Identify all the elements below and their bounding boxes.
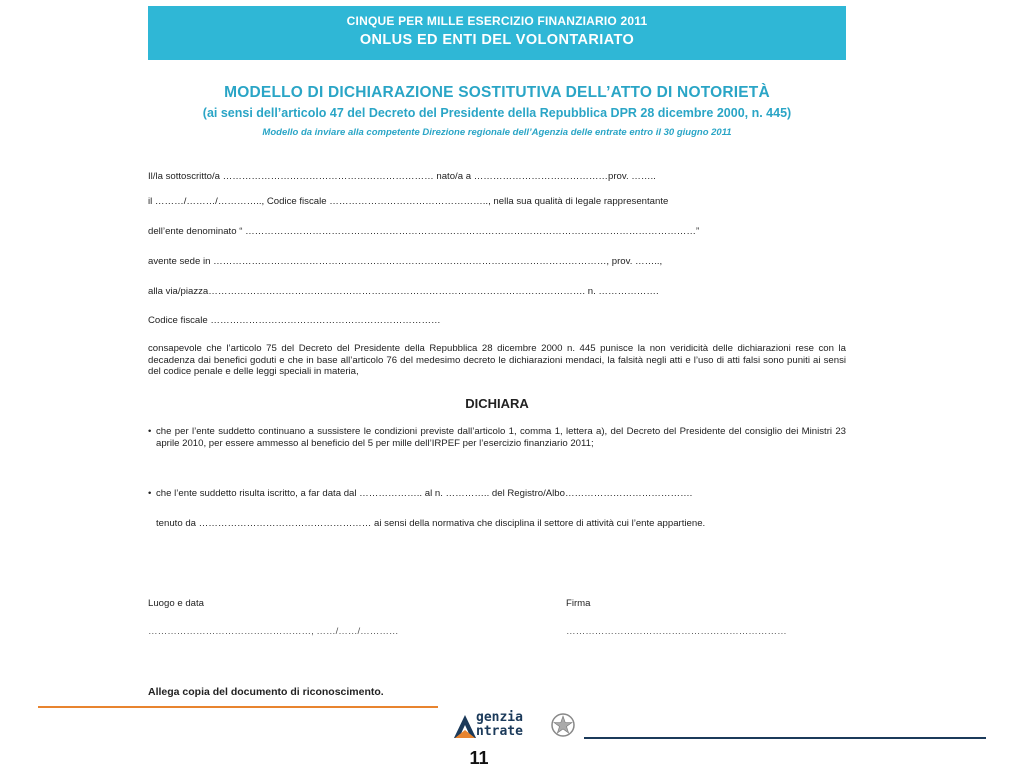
signature-label: Firma: [566, 598, 591, 609]
bullet-icon: •: [148, 488, 152, 499]
footer-navy-rule: [584, 737, 986, 739]
footer-orange-rule: [38, 706, 438, 708]
logo-word-1: genzia: [476, 710, 523, 725]
attachment-note: Allega copia del documento di riconoscimento.: [148, 686, 384, 698]
bullet-text: che per l’ente suddetto continuano a sussistere le condizioni previste dall’articolo 1, comma 1, lettera a), del Decreto del Presidente del consiglio dei Ministri 23 aprile 2010, per essere ammesso al beneficio del 5 per mille dell’IRPEF per l’esercizio finanziario 2011;: [156, 426, 846, 449]
field-line-ente: dell’ente denominato “ ……………………………………………………………………………………………………………………………”: [148, 226, 700, 237]
field-line-codice-fiscale-ente: Codice fiscale ………………………………………………………………: [148, 315, 441, 326]
place-date-field: ……………………………………………, ……/……/…………: [148, 626, 399, 637]
document-title: MODELLO DI DICHIARAZIONE SOSTITUTIVA DELL’ATTO DI NOTORIETÀ: [224, 84, 770, 101]
document-note: Modello da inviare alla competente Direzione regionale dell’Agenzia delle entrate entro il 30 giugno 2011: [262, 127, 732, 138]
page-number: 11: [469, 748, 489, 768]
header-line-2: ONLUS ED ENTI DEL VOLONTARIATO: [359, 32, 635, 48]
consapevole-paragraph: consapevole che l’articolo 75 del Decreto del Presidente della Repubblica 28 dicembre 2000 n. 445 punisce la non veridicità delle dichiarazioni rese con la decadenza dai benefici goduti e che in base all’articolo 76 del medesimo decreto le dichiarazioni mendaci, la falsità negli atti e l’uso di atti falsi sono puniti ai sensi del codice penale e delle leggi speciali in materia,: [148, 343, 846, 377]
field-line-codice-fiscale: il ………/………/………….., Codice fiscale ………………………………………….., nella sua qualità di legale rappresentante: [148, 196, 669, 207]
signature-field: ……………………………………………………………: [566, 626, 787, 637]
bullet-continuation: tenuto da ……………………………………………… ai sensi della normativa che disciplina il settore di attività cui l’ente appartiene.: [156, 518, 706, 529]
field-line-sottoscritto: Il/la sottoscritto/a ………………………………………………………… nato/a a ……………………………………prov. ……..: [148, 171, 656, 182]
bullet-item-conditions: [148, 426, 846, 449]
republic-emblem-icon: [550, 712, 576, 738]
bullet-icon: •: [148, 426, 152, 437]
agenzia-entrate-logo: [452, 710, 582, 744]
field-line-via: alla via/piazza………………………………………………………………………………………………………. n. ……………….: [148, 286, 659, 297]
header-line-1: CINQUE PER MILLE ESERCIZIO FINANZIARIO 2011: [346, 14, 648, 28]
place-date-label: Luogo e data: [148, 598, 205, 609]
dichiara-heading: DICHIARA: [465, 396, 529, 411]
document-subtitle: (ai sensi dell’articolo 47 del Decreto del Presidente della Repubblica DPR 28 dicembre 2000, n. 445): [202, 106, 792, 120]
field-line-sede: avente sede in ……………………………………………………………………………………………………………, prov. ……..,: [148, 256, 663, 267]
bullet-text: che l’ente suddetto risulta iscritto, a far data dal ……………….. al n. ………….. del Registro/Albo………………………………….: [156, 488, 693, 499]
logo-word-2: ntrate: [476, 724, 523, 739]
logo-a-icon: [452, 714, 478, 740]
header-band: [148, 6, 846, 60]
bullet-item-registro: [148, 488, 846, 500]
